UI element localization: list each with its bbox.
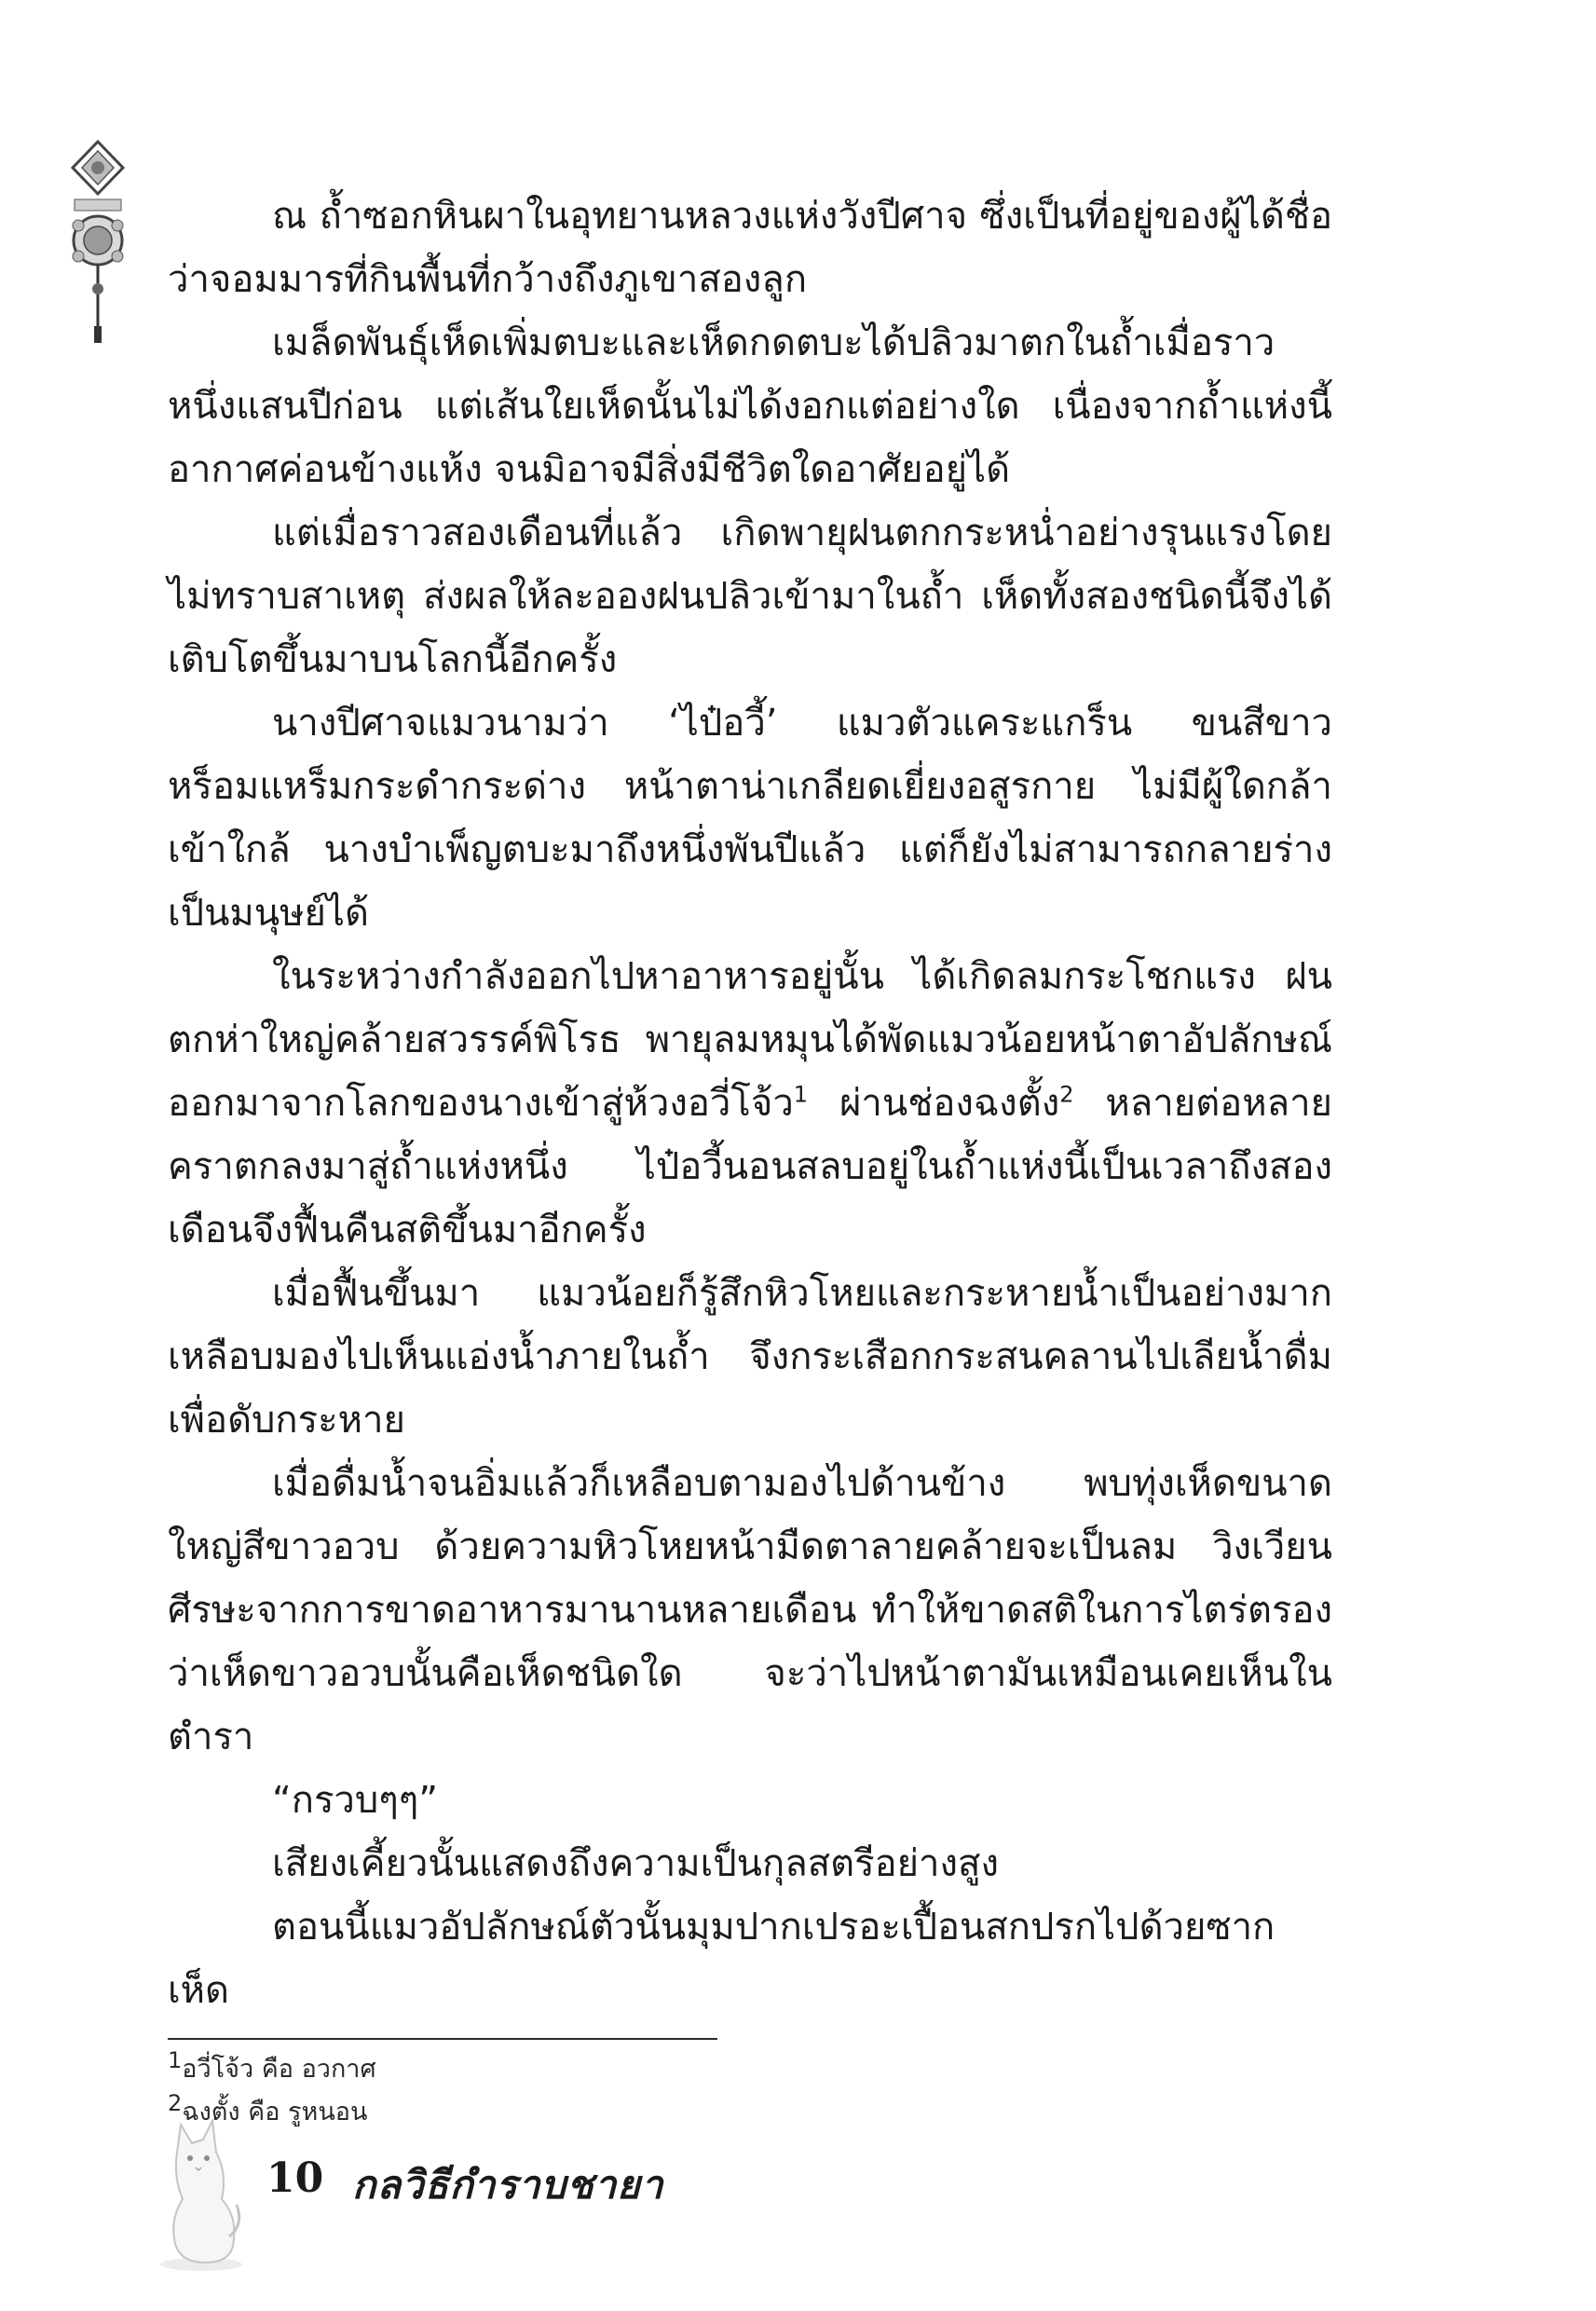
body-text: [168, 185, 1332, 2022]
paragraph-5: [168, 945, 1332, 1262]
running-title: กลวิธีกำราบชายา: [352, 2162, 664, 2208]
paragraph-6: เมื่อฟื้นขึ้นมา แมวน้อยก็รู้สึกหิวโหยและกระหายน้ำเป็นอย่างมาก เหลือบมองไปเห็นแอ่งน้ำภายในถ้ำ จึงกระเสือกกระสนคลานไปเลียน้ำดื่มเพื่อดับกระหาย: [168, 1272, 1332, 1442]
footnote-divider: [168, 2038, 717, 2040]
paragraph-3: แต่เมื่อราวสองเดือนที่แล้ว เกิดพายุฝนตกกระหน่ำอย่างรุนแรงโดยไม่ทราบสาเหตุ ส่งผลให้ละอองฝนปลิวเข้ามาในถ้ำ เห็ดทั้งสองชนิดนี้จึงได้เติบโตขึ้นมาบนโลกนี้อีกครั้ง: [168, 512, 1332, 681]
footnote-1: [168, 2048, 1006, 2091]
paragraph-2: เมล็ดพันธุ์เห็ดเพิ่มตบะและเห็ดกดตบะได้ปลิวมาตกในถ้ำเมื่อราวหนึ่งแสนปีก่อน แต่เส้นใยเห็ดนั้นไม่ได้งอกแต่อย่างใด เนื่องจากถ้ำแห่งนี้อากาศค่อนข้างแห้ง จนมิอาจมีสิ่งมีชีวิตใดอาศัยอยู่ได้: [168, 321, 1332, 491]
ornamental-emblem-icon: [65, 140, 130, 345]
page-number: 10: [266, 2154, 324, 2202]
paragraph-9: เสียงเคี้ยวนั้นแสดงถึงความเป็นกุลสตรีอย่างสูง: [272, 1842, 999, 1885]
footnote-2-text: ฉงตั้ง คือ รูหนอน: [182, 2098, 368, 2126]
footnote-mark-2: 2: [168, 2090, 183, 2116]
footnote-mark-1: 1: [168, 2047, 183, 2073]
paragraph-7: เมื่อดื่มน้ำจนอิ่มแล้วก็เหลือบตามองไปด้านข้าง พบทุ่งเห็ดขนาดใหญ่สีขาวอวบ ด้วยความหิวโหยหน้ามืดตาลายคล้ายจะเป็นลม วิงเวียนศีรษะจากการขาดอาหารมานานหลายเดือน ทำให้ขาดสติในการไตร่ตรองว่าเห็ดขาวอวบนั้นคือเห็ดชนิดใด จะว่าไปหน้าตามันเหมือนเคยเห็นในตำรา: [168, 1462, 1332, 1758]
footnote-2: [168, 2091, 1006, 2134]
paragraph-10: ตอนนี้แมวอัปลักษณ์ตัวนั้นมุมปากเปรอะเปื้อนสกปรกไปด้วยซากเห็ด: [168, 1906, 1275, 2012]
paragraph-5-mid: ผ่านช่องฉงตั้ง: [808, 1082, 1060, 1125]
paragraph-5-end: หลายต่อหลายคราตกลงมาสู่ถ้ำแห่งหนึ่ง ไป๋อวี้นอนสลบอยู่ในถ้ำแห่งนี้เป็นเวลาถึงสองเดือนจึงฟื้นคืนสติขึ้นมาอีกครั้ง: [168, 1082, 1332, 1251]
paragraph-8: “กรวบๆๆ”: [272, 1779, 438, 1822]
footnote-ref-2: 2: [1059, 1081, 1074, 1108]
footnotes: [168, 2048, 1006, 2134]
footnote-ref-1: 1: [793, 1081, 809, 1108]
footnote-1-text: อวี่โจ้ว คือ อวกาศ: [182, 2055, 376, 2084]
paragraph-5-start: ในระหว่างกำลังออกไปหาอาหารอยู่นั้น ได้เกิดลมกระโชกแรง ฝนตกห่าใหญ่คล้ายสวรรค์พิโรธ พายุลมหมุนได้พัดแมวน้อยหน้าตาอัปลักษณ์ออกมาจากโลกของนางเข้าสู่ห้วงอวี่โจ้ว: [168, 955, 1332, 1125]
paragraph-4: นางปีศาจแมวนามว่า ‘ไป๋อวี้’ แมวตัวแคระแกร็น ขนสีขาวหร็อมแหร็มกระดำกระด่าง หน้าตาน่าเกลียดเยี่ยงอสูรกาย ไม่มีผู้ใดกล้าเข้าใกล้ นางบำเพ็ญตบะมาถึงหนึ่งพันปีแล้ว แต่ก็ยังไม่สามารถกลายร่างเป็นมนุษย์ได้: [168, 702, 1332, 935]
paragraph-1: ณ ถ้ำซอกหินผาในอุทยานหลวงแห่งวังปีศาจ ซึ่งเป็นที่อยู่ของผู้ได้ชื่อว่าจอมมารที่กินพื้นที่กว้างถึงภูเขาสองลูก: [168, 195, 1332, 301]
white-cat-illustration: [149, 2115, 247, 2274]
